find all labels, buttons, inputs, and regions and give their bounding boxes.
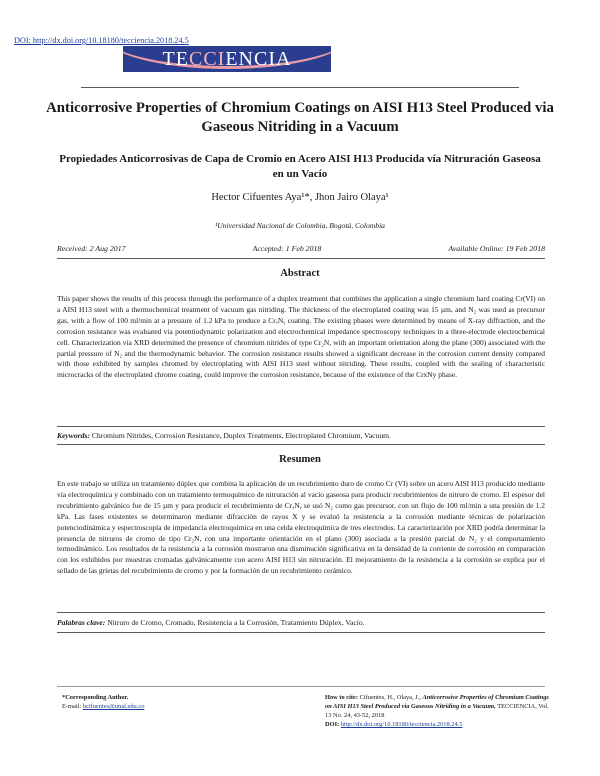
doi-link-top[interactable]: DOI: http://dx.doi.org/10.18180/tecciencia.2018.24.5	[14, 36, 189, 45]
cite-label: How to cite:	[325, 694, 359, 701]
accepted-date: Accepted: 1 Feb 2018	[252, 244, 322, 253]
palabras-list: Nitruro de Cromo, Cromado, Resistencia a la Corrosión, Tratamiento Dúplex, Vacío.	[107, 618, 365, 627]
journal-logo	[123, 46, 331, 72]
cite-title: Anticorrosive Properties of Chromium Coatings on AISI H13 Steel Produced via Gaseous Nitriding in a Vacuum,	[325, 694, 549, 710]
email-line: E-mail: hcifuentes@unal.edu.co	[62, 703, 145, 710]
authors: Hector Cifuentes Aya¹*, Jhon Jairo Olaya¹	[211, 192, 389, 203]
keywords-label: Keywords:	[57, 431, 90, 440]
abstract-text: This paper shows the results of this process through the performance of a duplex treatment that combines the application a single chromium hard coating Cr(VI) on a AISI H13 steel with a thermochemical treatment of vacuum gas nitriding. The thickness of the electroplated coating was 15 µm, and N₂ was used as precursor gas, with a flow of 100 ml/min at a pressure of 1.2 kPa to produce a CrₓNᵧ coating. The existing phases were determined by means of X-ray diffraction, and the corrosion resistance was evaluated via potentiodynamic polarization and electrochemical impedance spectroscopy techniques in a three-electrode electrochemical cell. Characterization via XRD determined the presence of chromium nitrides of type Cr₂N, with an important orientation along the plane (300) associated with the partial pressure of N₂ and the thermodynamic behavior. The corrosion resistance results showed a significant decrease in the corrosion current density compared with those exhibited by samples chromed by electroplating with AISI H13 steel without nitriding. These results, coupled with the sealing of characteristic microcracks of the electroplated chrome coating, could improve the corrosion resistance, because of the existence of the CrxNy phase.	[57, 294, 545, 380]
logo-text: TECCIENCIA	[162, 48, 292, 70]
palabras-label: Palabras clave:	[57, 618, 106, 627]
dates-rule	[57, 258, 545, 259]
palabras-clave	[57, 618, 545, 627]
online-date: Available Online: 19 Feb 2018	[448, 244, 545, 253]
keywords-rule	[57, 426, 545, 427]
palabras-rule-bottom	[57, 632, 545, 633]
email-link[interactable]: hcifuentes@unal.edu.co	[82, 703, 145, 710]
paper-title: Anticorrosive Properties of Chromium Coatings on AISI H13 Steel Produced via Gaseous Nitriding in a Vacuum	[46, 100, 554, 135]
cite-doi-link[interactable]: http://dx.doi.org/10.18180/tecciencia.2018.24.5	[340, 721, 463, 728]
affiliation: ¹Universidad Nacional de Colombia, Bogotá, Colombia	[215, 221, 385, 230]
paper-subtitle: Propiedades Anticorrosivas de Capa de Cromio en Acero AISI H13 Producida vía Nitruración Gaseosa en un Vacío	[59, 153, 541, 180]
abstract-heading: Abstract	[280, 268, 320, 279]
palabras-rule	[57, 612, 545, 613]
resumen-heading: Resumen	[279, 454, 321, 465]
corresponding-label: *Corresponding Author.	[62, 694, 129, 701]
footer-rule	[57, 686, 545, 687]
keywords-rule-bottom	[57, 444, 545, 445]
header-rule	[81, 87, 519, 88]
corresponding-author	[62, 693, 282, 711]
keywords	[57, 431, 545, 440]
resumen-text: En este trabajo se utiliza un tratamiento dúplex que combina la aplicación de un recubrimiento duro de cromo Cr (VI) sobre un acero AISI H13 producido mediante vía electroquímica y combinado con un tratamiento termoquímico de nitruración al vacío gaseosa para producir recubrimientos de nitruro de cromo. El espesor del recubrimiento galvánico fue de 15 µm y para producir el recubrimiento de CrₓNᵧ se usó N₂ como gas precursor, con un flujo de 100 ml/min a una presión de 1.2 kPa. Las fases existentes se determinaron mediante difracción de rayos X y se evaluó la resistencia a la corrosión mediante técnicas de polarización potenciodinámica y espectroscopía de impedancia electroquímica en una celda electroquímica de tres electrodos. La caracterización por XRD podría determinar la presencia de nitruros de cromo de tipo Cr₂N, con una importante orientación en el plano (300) asociada a la presión parcial de N₂ y el comportamiento termodinámico. Los resultados de la resistencia a la corrosión mostraron una disminución significativa en la densidad de la corriente de corrosión en comparación con los exhibidos por muestras cromadas galvánicamente con acero AISI H13 sin nitruración. El mejoramiento de la resistencia a la corrosión se explica por el sellado de las grietas del recubrimiento de cromo y por la formación de un recubrimiento cerámico.	[57, 479, 545, 576]
received-date: Received: 2 Aug 2017	[57, 244, 126, 253]
keywords-list: Chromium Nitrides, Corrosion Resistance, Duplex Treatments, Electroplated Chromium, Vacuum.	[91, 431, 391, 440]
article-dates	[57, 244, 545, 253]
how-to-cite: How to cite: Cifuentes, H., Olaya, J., Anticorrosive Properties of Chromium Coatings on AISI H13 Steel Produced via Gaseous Nitriding in a Vacuum, TECCIENCIA, Vol. 13 No. 24, 43-52, 2018 DOI: http://dx.doi.org/10.18180/tecciencia.2018.24.5	[325, 694, 549, 728]
